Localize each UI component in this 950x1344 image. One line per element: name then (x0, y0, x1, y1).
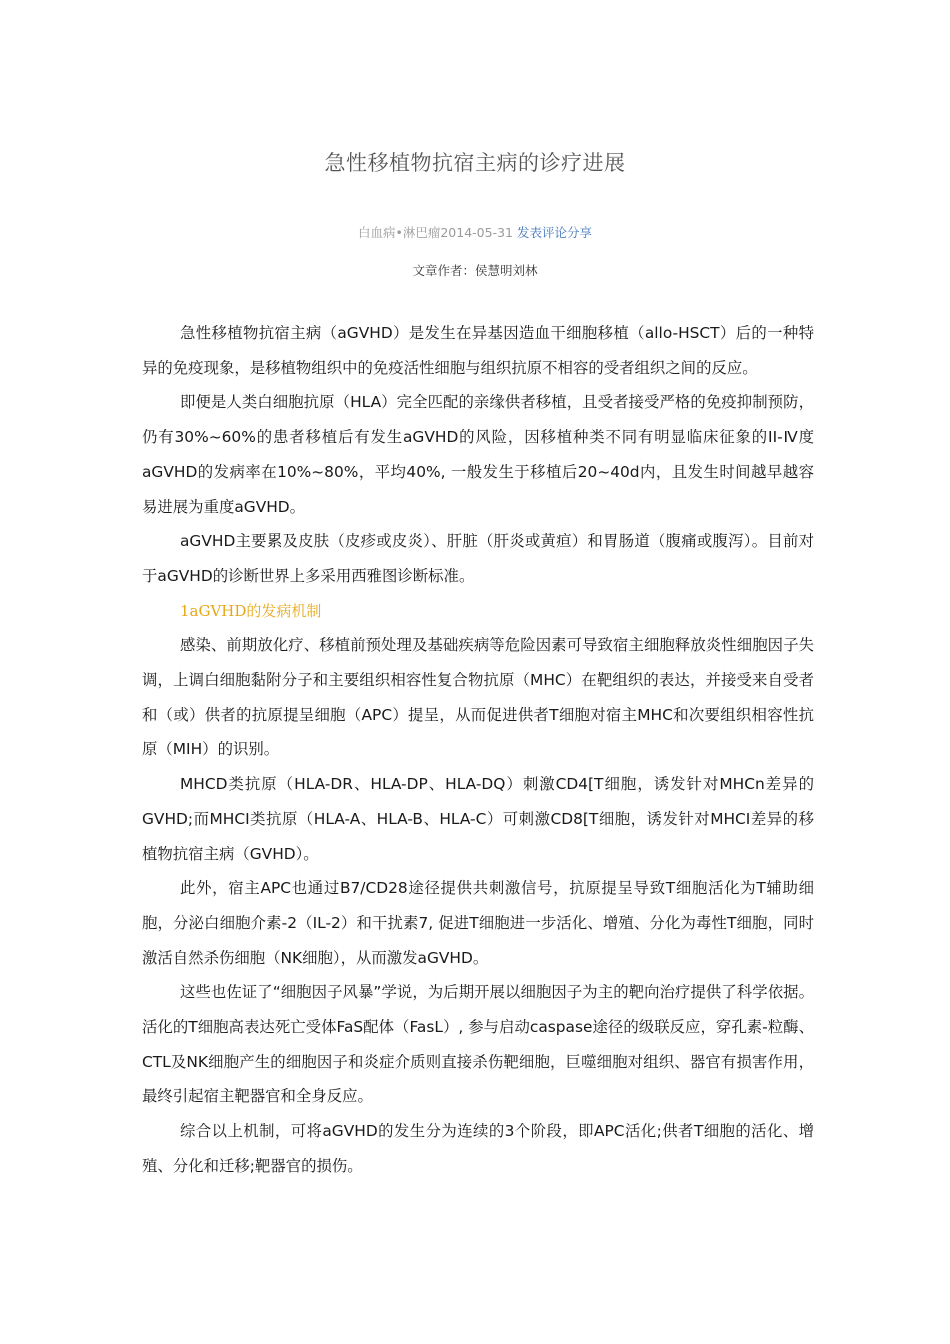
article-title: 急性移植物抗宿主病的诊疗进展 (324, 151, 626, 175)
paragraph: aGVHD主要累及皮肤（皮疹或皮炎）、肝脏（肝炎或黄疸）和胃肠道（腹痛或腹泻）。目前对于aGVHD的诊断世界上多采用西雅图诊断标准。 (142, 532, 814, 585)
article-author (0, 261, 950, 279)
section-heading: 1aGVHD的发病机制 (180, 601, 322, 620)
paragraph: 此外，宿主APC也通过B7/CD28途径提供共刺激信号，抗原提呈导致T细胞活化为T辅助细胞，分泌白细胞介素-2（IL-2）和干扰素7, 促进T细胞进一步活化、增殖、分化为毒性T细胞，同时激活自然杀伤细胞（NK细胞），从而激发aGVHD。 (142, 879, 814, 967)
article-meta (0, 223, 950, 241)
author-label: 文章作者： (412, 263, 475, 278)
paragraph: MHCD类抗原（HLA-DR、HLA-DP、HLA-DQ）刺激CD4[T细胞，诱发针对MHCn差异的GVHD;而MHCI类抗原（HLA-A、HLA-B、HLA-C）可刺激CD8[T细胞，诱发针对MHCI差异的移植物抗宿主病（GVHD）。 (142, 775, 814, 863)
paragraph: 即便是人类白细胞抗原（HLA）完全匹配的亲缘供者移植，且受者接受严格的免疫抑制预防，仍有30%~60%的患者移植后有发生aGVHD的风险，因移植种类不同有明显临床征象的II-Ⅳ度aGVHD的发病率在10%~80%，平均40%, 一般发生于移植后20~40d内，且发生时间越早越容易进展为重度aGVHD。 (142, 393, 814, 516)
article-body (142, 316, 814, 1184)
author-names: 侯慧明刘林 (475, 263, 538, 278)
article-source: 白血病•淋巴瘤 (357, 225, 441, 240)
comment-share-link[interactable]: 发表评论分享 (517, 225, 593, 240)
paragraph: 综合以上机制，可将aGVHD的发生分为连续的3个阶段，即APC活化;供者T细胞的活化、增殖、分化和迁移;靶器官的损伤。 (142, 1122, 814, 1175)
paragraph: 急性移植物抗宿主病（aGVHD）是发生在异基因造血干细胞移植（allo-HSCT）后的一种特异的免疫现象，是移植物组织中的免疫活性细胞与组织抗原不相容的受者组织之间的反应。 (142, 324, 814, 377)
paragraph: 这些也佐证了“细胞因子风暴”学说，为后期开展以细胞因子为主的靶向治疗提供了科学依据。活化的T细胞高表达死亡受体FaS配体（FasL）, 参与启动caspase途径的级联反应，穿孔素-粒酶、CTL及NK细胞产生的细胞因子和炎症介质则直接杀伤靶细胞，巨噬细胞对组织、器官有损害作用，最终引起宿主靶器官和全身反应。 (142, 983, 814, 1106)
article-date: 2014-05-31 (440, 225, 514, 240)
paragraph: 感染、前期放化疗、移植前预处理及基础疾病等危险因素可导致宿主细胞释放炎性细胞因子失调，上调白细胞黏附分子和主要组织相容性复合物抗原（MHC）在靶组织的表达，并接受来自受者和（或）供者的抗原提呈细胞（APC）提呈，从而促进供者T细胞对宿主MHC和次要组织相容性抗原（MIH）的识别。 (142, 636, 814, 759)
